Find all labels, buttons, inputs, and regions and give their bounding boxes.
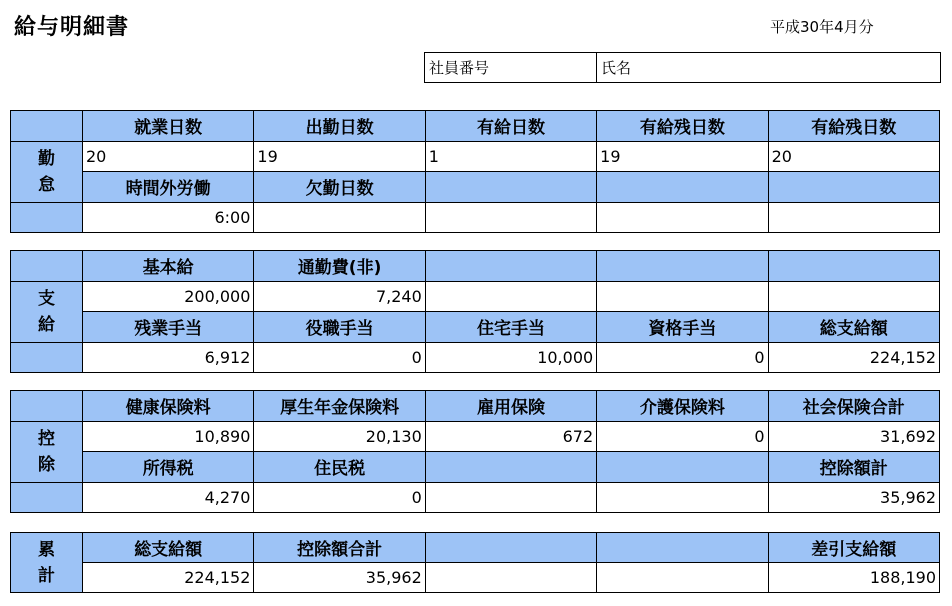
- header-cell: 基本給: [83, 251, 254, 282]
- value-cell: [425, 563, 596, 593]
- header-cell: [597, 452, 768, 483]
- pay-period: 平成30年4月分: [770, 18, 874, 36]
- deduction-label-bottom: [11, 482, 83, 513]
- value-cell: 6,912: [83, 342, 254, 373]
- value-cell: 672: [425, 421, 596, 452]
- name-label: 氏名: [597, 53, 941, 83]
- cumulative-section-label: 累 計: [11, 533, 83, 593]
- deduction-table: [10, 390, 940, 513]
- header-cell: [425, 251, 596, 282]
- value-cell: 20: [83, 141, 254, 172]
- header-cell: 有給残日数: [768, 111, 939, 142]
- header-cell: [597, 172, 768, 203]
- value-cell: [597, 563, 768, 593]
- value-cell: 0: [254, 342, 425, 373]
- value-cell: 224,152: [768, 342, 939, 373]
- value-cell: 19: [597, 141, 768, 172]
- value-cell: 4,270: [83, 482, 254, 513]
- value-cell: 0: [597, 421, 768, 452]
- header-cell: [597, 251, 768, 282]
- deduction-section-label: 控 除: [11, 421, 83, 482]
- header-cell: 有給日数: [425, 111, 596, 142]
- header-cell: [768, 172, 939, 203]
- value-cell: [425, 202, 596, 233]
- employee-no-label: 社員番号: [425, 53, 597, 83]
- header-cell: 出勤日数: [254, 111, 425, 142]
- header-cell: [425, 533, 596, 563]
- payment-table: [10, 250, 940, 373]
- header-cell: 住民税: [254, 452, 425, 483]
- header-cell: [425, 172, 596, 203]
- value-cell: [597, 482, 768, 513]
- employee-info-table: [424, 52, 941, 83]
- value-cell: 6:00: [83, 202, 254, 233]
- header-cell: 差引支給額: [768, 533, 939, 563]
- value-cell: 20,130: [254, 421, 425, 452]
- value-cell: 224,152: [83, 563, 254, 593]
- attendance-label-top: [11, 111, 83, 142]
- header-cell: 時間外労働: [83, 172, 254, 203]
- value-cell: [254, 202, 425, 233]
- header-cell: 所得税: [83, 452, 254, 483]
- value-cell: 10,890: [83, 421, 254, 452]
- value-cell: 7,240: [254, 281, 425, 312]
- header-cell: 介護保険料: [597, 391, 768, 422]
- value-cell: 1: [425, 141, 596, 172]
- value-cell: 200,000: [83, 281, 254, 312]
- header-cell: 住宅手当: [425, 312, 596, 343]
- value-cell: [597, 281, 768, 312]
- value-cell: 0: [254, 482, 425, 513]
- header-cell: 厚生年金保険料: [254, 391, 425, 422]
- payment-label-top: [11, 251, 83, 282]
- header-cell: 控除額合計: [254, 533, 425, 563]
- header-cell: [768, 251, 939, 282]
- payment-label-bottom: [11, 342, 83, 373]
- cumulative-table: [10, 532, 940, 593]
- value-cell: [597, 202, 768, 233]
- header-cell: 資格手当: [597, 312, 768, 343]
- header-cell: 雇用保険: [425, 391, 596, 422]
- value-cell: [768, 281, 939, 312]
- header-cell: 残業手当: [83, 312, 254, 343]
- value-cell: [425, 281, 596, 312]
- value-cell: 20: [768, 141, 939, 172]
- value-cell: 35,962: [254, 563, 425, 593]
- header-cell: 健康保険料: [83, 391, 254, 422]
- value-cell: 188,190: [768, 563, 939, 593]
- header-cell: [425, 452, 596, 483]
- value-cell: [425, 482, 596, 513]
- header-cell: 社会保険合計: [768, 391, 939, 422]
- attendance-label-bottom: [11, 202, 83, 233]
- header-cell: 就業日数: [83, 111, 254, 142]
- value-cell: 0: [597, 342, 768, 373]
- header-cell: [597, 533, 768, 563]
- header-cell: 通勤費(非): [254, 251, 425, 282]
- value-cell: [768, 202, 939, 233]
- value-cell: 19: [254, 141, 425, 172]
- header-cell: 総支給額: [83, 533, 254, 563]
- document-title: 給与明細書: [14, 15, 130, 40]
- attendance-table: [10, 110, 940, 233]
- header-cell: 欠勤日数: [254, 172, 425, 203]
- value-cell: 10,000: [425, 342, 596, 373]
- payment-section-label: 支 給: [11, 281, 83, 342]
- header-cell: 控除額計: [768, 452, 939, 483]
- header-cell: 有給残日数: [597, 111, 768, 142]
- value-cell: 35,962: [768, 482, 939, 513]
- header-cell: 役職手当: [254, 312, 425, 343]
- attendance-section-label: 勤 怠: [11, 141, 83, 202]
- header-cell: 総支給額: [768, 312, 939, 343]
- value-cell: 31,692: [768, 421, 939, 452]
- deduction-label-top: [11, 391, 83, 422]
